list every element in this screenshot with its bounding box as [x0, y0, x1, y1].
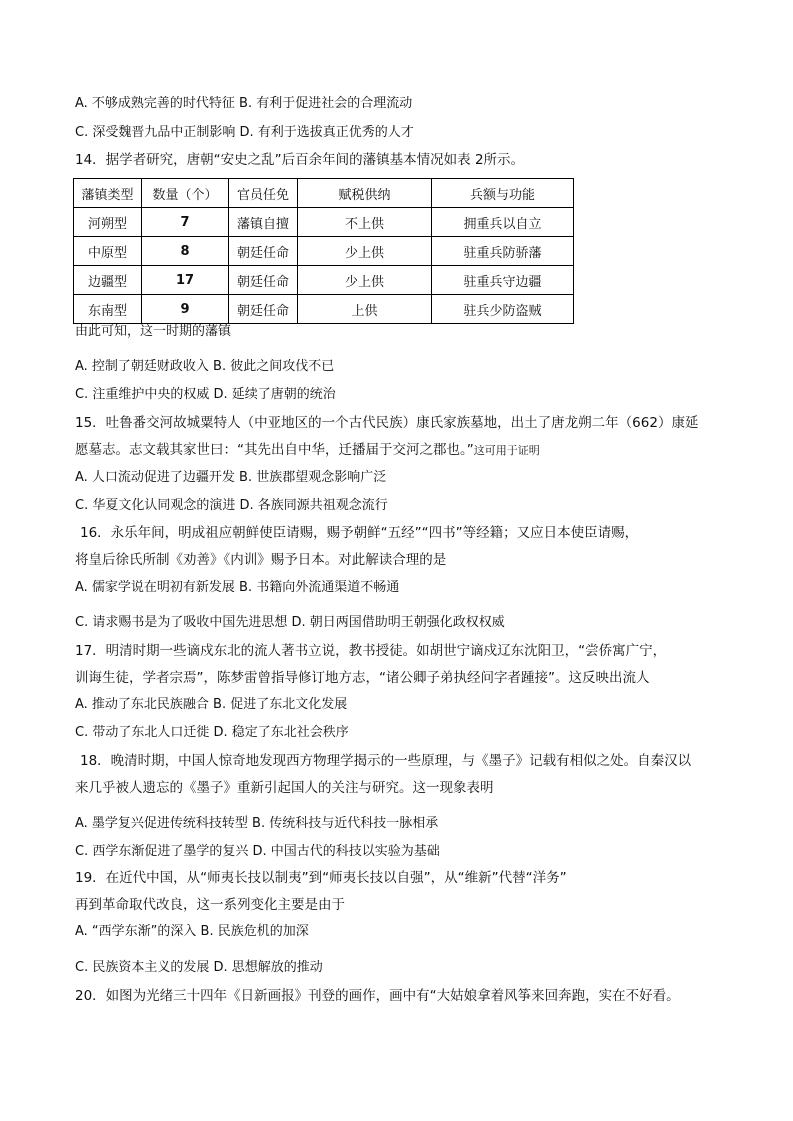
question-15-line1: 15．吐鲁番交河故城粟特人（中亚地区的一个古代民族）康氏家族墓地，出土了唐龙朔二年（662）康延 [75, 415, 699, 431]
question-20-line1: 20．如图为光绪三十四年《日新画报》刊登的画作，画中有“大姑娘拿着风筝来回奔跑，实在不好看。 [75, 988, 680, 1004]
line-option-16cd: C. 请求赐书是为了吸收中国先进思想 D. 朝日两国借助明王朝强化政权权威 [75, 615, 505, 630]
question-15-prompt: 这可用于证明 [473, 444, 540, 457]
table-cell: 朝廷任命 [229, 295, 298, 324]
question-17-line2: 训诲生徒，学者宗焉”，陈梦雷曾指导修订地方志，“诸公卿子弟执经问字者踵接”。这反映出流人 [75, 670, 650, 686]
question-15-line2 [75, 441, 540, 460]
line-option-18ab: A. 墨学复兴促进传统科技转型 B. 传统科技与近代科技一脉相承 [75, 816, 439, 831]
line-option-16ab: A. 儒家学说在明初有新发展 B. 书籍向外流通渠道不畅通 [75, 580, 400, 595]
table-cell: 不上供 [298, 208, 432, 237]
table-cell: 驻兵少防盗贼 [432, 295, 574, 324]
line-option-15cd: C. 华夏文化认同观念的演进 D. 各族同源共祖观念流行 [75, 498, 388, 513]
table-header: 赋税供纳 [298, 179, 432, 208]
line-option-14ab: A. 控制了朝廷财政收入 B. 彼此之间攻伐不已 [75, 359, 335, 374]
table-cell: 8 [142, 237, 229, 266]
table-cell: 少上供 [298, 266, 432, 295]
question-17-line1: 17．明清时期一些谪戍东北的流人著书立说，教书授徒。如胡世宁谪戍辽东沈阳卫，“尝侨寓广宁， [75, 643, 667, 659]
table-cell: 上供 [298, 295, 432, 324]
question-19-line1: 19．在近代中国，从“师夷长技以制夷”到“师夷长技以自强”，从“维新”代替“洋务” [75, 870, 567, 886]
table-cell: 朝廷任命 [229, 237, 298, 266]
line-option-13cd: C. 深受魏晋九品中正制影响 D. 有利于选拔真正优秀的人才 [75, 125, 414, 140]
table-header: 藩镇类型 [74, 179, 142, 208]
question-14-conclusion: 由此可知，这一时期的藩镇 [75, 324, 232, 339]
line-option-18cd: C. 西学东渐促进了墨学的复兴 D. 中国古代的科技以实验为基础 [75, 844, 440, 859]
fanzhen-table [73, 178, 574, 324]
table-cell: 17 [142, 266, 229, 295]
table-row [74, 208, 574, 237]
line-option-14cd: C. 注重维护中央的权威 D. 延续了唐朝的统治 [75, 387, 336, 402]
table-header: 数量（个） [142, 179, 229, 208]
table-cell: 边疆型 [74, 266, 142, 295]
table-header: 兵额与功能 [432, 179, 574, 208]
line-option-15ab: A. 人口流动促进了边疆开发 B. 世族郡望观念影响广泛 [75, 470, 387, 485]
table-cell: 拥重兵以自立 [432, 208, 574, 237]
table-cell: 7 [142, 208, 229, 237]
line-option-17ab: A. 推动了东北民族融合 B. 促进了东北文化发展 [75, 697, 348, 712]
table-cell: 河朔型 [74, 208, 142, 237]
question-16-line1: 16．永乐年间，明成祖应朝鲜使臣请赐，赐予朝鲜“五经”“四书”等经籍；又应日本使臣请赐， [80, 525, 639, 541]
table-cell: 少上供 [298, 237, 432, 266]
table-row [74, 295, 574, 324]
line-option-19cd: C. 民族资本主义的发展 D. 思想解放的推动 [75, 960, 323, 975]
table-row [74, 237, 574, 266]
table-header-row [74, 179, 574, 208]
table-header: 官员任免 [229, 179, 298, 208]
question-14: 14．据学者研究，唐朝“安史之乱”后百余年间的藩镇基本情况如表 2所示。 [75, 152, 525, 168]
table-cell: 中原型 [74, 237, 142, 266]
table-cell: 驻重兵防骄藩 [432, 237, 574, 266]
line-option-19ab: A. “西学东渐”的深入 B. 民族危机的加深 [75, 924, 309, 939]
table-cell: 9 [142, 295, 229, 324]
line-option-13ab: A. 不够成熟完善的时代特征 B. 有利于促进社会的合理流动 [75, 96, 413, 111]
question-19-line2: 再到革命取代改良，这一系列变化主要是由于 [75, 897, 345, 913]
table-cell: 东南型 [74, 295, 142, 324]
table-row [74, 266, 574, 295]
table-cell: 藩镇自擅 [229, 208, 298, 237]
table-cell: 朝廷任命 [229, 266, 298, 295]
question-16-line2: 将皇后徐氏所制《劝善》《内训》赐予日本。对此解读合理的是 [75, 552, 447, 568]
question-15-text: 愿墓志。志文载其家世曰：“其先出自中华，迁播届于交河之郡也。” [75, 442, 474, 458]
question-18-line2: 来几乎被人遗忘的《墨子》重新引起国人的关注与研究。这一现象表明 [75, 780, 494, 796]
line-option-17cd: C. 带动了东北人口迁徙 D. 稳定了东北社会秩序 [75, 725, 349, 740]
question-18-line1: 18．晚清时期，中国人惊奇地发现西方物理学揭示的一些原理，与《墨子》记载有相似之处。自秦汉以 [80, 753, 692, 769]
table-cell: 驻重兵守边疆 [432, 266, 574, 295]
